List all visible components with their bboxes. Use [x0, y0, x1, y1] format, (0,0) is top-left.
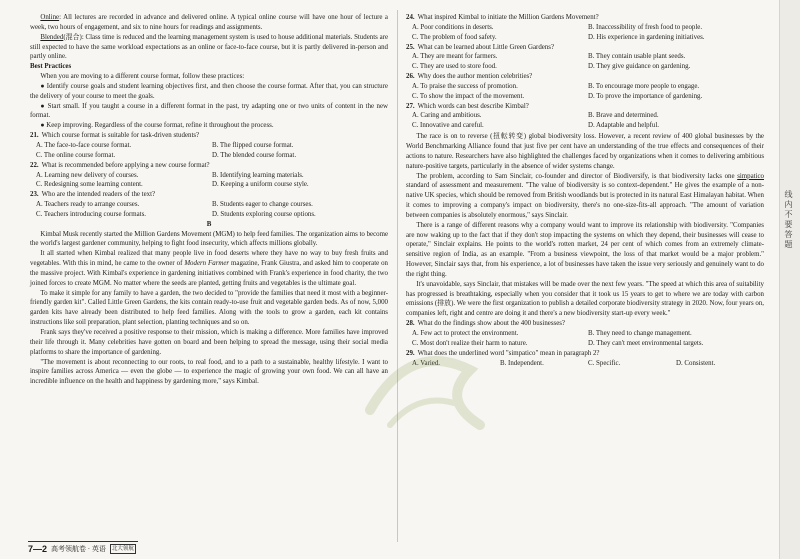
passage-b-paragraph-3: To make it simple for any family to have a garden, the two decided to "provide the families that need it most with a beginner-friendly garden kit". Called Little Green Gardens, the kits contain ready-to-use fruit and vegetable garden beds. As of now, 5,000 garden kits have already been distributed to help feed families. Along with the tools to grow a garden, each kit contains instructions like soil preparation, plant selection, planting techniques and so on.	[30, 289, 388, 327]
option-b[interactable]: B. They need to change management.	[588, 330, 692, 337]
question-stem: What does the underlined word "simpatico" mean in paragraph 2?	[417, 349, 600, 357]
option-c[interactable]: C. Specific.	[588, 359, 621, 367]
option-b[interactable]: B. Inaccessibility of fresh food to people.	[588, 23, 703, 31]
text-run: standard of assessment and measurement. "The value of biodiversity is so context-dependent." He gives the example of a non-native UK species, which should be removed from British woodlands but is protected in its natural East Himalayan habitat. When it comes to improving a company's impact on biodiversity, there's no one-size-fits-all approach. "The amount of variation between companies is absolutely enormous," says Sinclair.	[406, 182, 764, 219]
best-practice-bullet: ● Keep improving. Regardless of the course format, refine it throughout the process.	[40, 122, 274, 130]
option-d[interactable]: D. To prove the importance of gardening.	[588, 92, 703, 100]
question-22	[30, 161, 388, 191]
online-description: : All lectures are recorded in advance and delivered online. A typical online course will have one hour of lecture a week, two hours of engagement, and six to nine hours for readings and assignments.	[30, 14, 388, 31]
question-29	[406, 349, 764, 369]
section-b-heading: B	[206, 220, 212, 228]
text-run: The problem, according to Sam Sinclair, co-founder and director of Biodiversify, is that biodiversity lacks one	[416, 172, 738, 180]
question-21	[30, 131, 388, 161]
question-27	[406, 102, 764, 132]
question-stem: What inspired Kimbal to initiate the Million Gardens Movement?	[417, 14, 599, 21]
online-term: Online	[40, 14, 60, 21]
question-number: 24.	[406, 14, 415, 21]
option-a[interactable]: A. Learning new delivery of courses.	[36, 171, 139, 179]
question-number: 23.	[30, 191, 39, 199]
footer-badge: 北大领航	[111, 546, 134, 552]
passage-c-paragraph-3: There is a range of different reasons why a company would want to improve its relationship with biodiversity. "Companies are now waking up to the fact that if they don't stop impacting the systems on which they depend, their businesses will cease to operate," Sinclair explains. He points to the world's rotten market, 24 per cent of which comes from an extremely climate-sensitive region of India, as an example. "From a business viewpoint, the loss of that market would be a major problem." However, Sinclair says that, from his experience, a lot of businesses have taken the issue very seriously and genuinely want to do the right thing.	[406, 221, 764, 278]
question-stem: Which course format is suitable for task-driven students?	[41, 132, 200, 140]
question-stem: Which words can best describe Kimbal?	[417, 102, 529, 110]
question-26	[406, 72, 764, 102]
magazine-title: Modern Farmer	[184, 260, 230, 268]
question-stem: Why does the author mention celebrities?	[417, 73, 533, 81]
passage-c-paragraph-4: It's unavoidable, says Sinclair, that mistakes will be made over the next few years. "The speed at which this area of suitability has progressed is breathtaking, especially when you consider that it took us 15 years to get to where we are today with carbon emissions (排放). We were the first organization to publish a detailed corporate biodiversity strategy in 2020. Now, four years on, companies left, right and centre are doing it and there's a new biodiversity start-up every week."	[406, 280, 764, 318]
option-c[interactable]: C. Teachers introducing course formats.	[36, 210, 146, 218]
option-c[interactable]: C. The problem of food safety.	[412, 33, 497, 41]
question-number: 26.	[406, 73, 415, 81]
option-a[interactable]: A. Teachers ready to arrange courses.	[36, 201, 140, 209]
question-28	[406, 319, 764, 349]
option-d[interactable]: D. Consistent.	[676, 359, 716, 367]
best-practices-heading: Best Practices	[30, 63, 72, 71]
best-practices-intro: When you are moving to a different course format, follow these practices:	[40, 73, 245, 81]
option-d[interactable]: D. Adaptable and helpful.	[588, 122, 659, 130]
question-number: 28.	[406, 320, 415, 328]
option-b[interactable]: B. To encourage more people to engage.	[588, 82, 700, 90]
option-c[interactable]: C. The online course format.	[36, 151, 116, 159]
question-number: 29.	[406, 349, 415, 357]
option-a[interactable]: A. They are meant for farmers.	[412, 53, 498, 61]
passage-c-paragraph-1: The race is on to reverse (扭転转变) global biodiversity loss. However, a recent review of 400 global businesses by the World Benchmarking Alliance found that just five per cent have an understanding of the true effects and consequences of their actions to nature. Researchers have also highlighted the challenges faced by organizations when it comes to delivering ambitious nature-positive targets, particularly in the absence of wider systems change.	[406, 133, 764, 170]
page-number: 7—2	[28, 544, 48, 554]
passage-c-paragraph-2	[406, 172, 764, 221]
option-d[interactable]: D. His experience in gardening initiatives.	[588, 33, 705, 41]
option-c[interactable]: C. Most don't realize their harm to nature.	[412, 339, 528, 347]
blended-term: Blended	[40, 33, 64, 41]
text-run: It all started when Kimbal realized that many people live in food deserts where they have no way to buy fresh fruits and vegetables. With this in mind, he came to the owner of	[30, 250, 388, 268]
option-d[interactable]: D. Students exploring course options.	[212, 210, 316, 218]
option-d[interactable]: D. The blended course format.	[212, 151, 297, 159]
binding-margin-notice: 线 内 不 要 答 题	[784, 190, 793, 248]
question-24	[406, 13, 764, 43]
question-23	[30, 190, 388, 220]
option-c[interactable]: C. To show the impact of the movement.	[412, 92, 525, 100]
binding-margin	[779, 0, 800, 559]
option-a[interactable]: A. The face-to-face course format.	[36, 141, 132, 149]
option-b[interactable]: B. Brave and determined.	[588, 112, 659, 120]
question-25	[406, 43, 764, 73]
page-footer	[28, 543, 136, 555]
option-a[interactable]: A. Varied.	[412, 359, 441, 367]
column-divider	[397, 10, 398, 542]
option-b[interactable]: B. They contain usable plant seeds.	[588, 53, 686, 61]
question-number: 21.	[30, 132, 39, 140]
underlined-word: simpatico	[737, 172, 764, 180]
option-c[interactable]: C. They are used to store food.	[412, 63, 497, 71]
question-number: 22.	[30, 161, 39, 169]
footer-title: 高考领航卷 · 英语	[51, 545, 106, 553]
option-a[interactable]: A. Caring and ambitious.	[412, 112, 482, 120]
question-stem: Who are the intended readers of the text?	[41, 191, 156, 199]
question-stem: What do the findings show about the 400 businesses?	[417, 320, 565, 328]
option-d[interactable]: D. They give guidance on gardening.	[588, 63, 691, 71]
question-number: 25.	[406, 43, 415, 51]
option-d[interactable]: D. They can't meet environmental targets.	[588, 339, 704, 347]
option-c[interactable]: C. Redesigning some learning content.	[36, 181, 143, 189]
right-column	[406, 13, 764, 368]
passage-b-paragraph-5: "The movement is about reconnecting to our roots, to real food, and to a path to a sustainable, healthy lifestyle. I want to inspire families across America — even the globe — to experience the magic of growing your own food. We can all have an incredible influence on the health and happiness by gardening more," says Kimbal.	[30, 358, 388, 386]
option-a[interactable]: A. To praise the success of promotion.	[412, 82, 518, 90]
option-b[interactable]: B. Identifying learning materials.	[212, 171, 304, 179]
question-stem: What can be learned about Little Green Gardens?	[417, 43, 555, 51]
blended-chinese-gloss: (混合)	[63, 33, 82, 41]
option-a[interactable]: A. Few act to protect the environment.	[412, 330, 519, 337]
option-b[interactable]: B. Independent.	[500, 359, 544, 367]
question-stem: What is recommended before applying a new course format?	[41, 161, 210, 169]
question-number: 27.	[406, 102, 415, 110]
option-a[interactable]: A. Poor conditions in deserts.	[412, 23, 494, 31]
blended-description: : Class time is reduced and the learning management system is used to house additional materials. Students are still expected to have the same workload expectations as an online or face-to-face course, but it is partly delivered in-person and partly online.	[30, 33, 388, 61]
option-c[interactable]: C. Innovative and careful.	[412, 122, 484, 130]
footer-rule	[28, 541, 138, 542]
option-b[interactable]: B. Students eager to change courses.	[212, 201, 313, 209]
best-practice-bullet: ● Identify course goals and student learning objectives first, and then choose the course format. After that, you can structure the delivery of your course to meet the goals.	[30, 82, 388, 100]
option-d[interactable]: D. Keeping a uniform course style.	[212, 181, 309, 189]
best-practice-bullet: ● Start small. If you taught a course in a different format in the past, try adapting one or two units of content in the new format.	[30, 102, 388, 120]
left-column	[30, 13, 388, 387]
passage-b-paragraph-4: Frank says they've received a positive response to their mission, which is making a difference. More families have improved their life through it. Many celebrities have gotten on board and been helping to spread the message, using their social media platforms to share the importance of gardening.	[30, 329, 388, 356]
text-run: magazine, Frank Giustra, and asked him to cooperate on the massive project. With Kimbal's experience in gardening initiatives combined with Frank's experience in food charity, the two joined forces to create MGM. No matter where the seeds are planted, getting fruits and vegetables is the ultimate goal.	[30, 260, 388, 287]
blended-format-paragraph	[30, 33, 388, 63]
option-b[interactable]: B. The flipped course format.	[212, 141, 294, 149]
online-format-paragraph	[30, 13, 388, 33]
passage-b-paragraph-2	[30, 249, 388, 288]
passage-b-paragraph-1: Kimbal Musk recently started the Million Gardens Movement (MGM) to help feed families. The organization aims to become the world's largest gardener community, helping to fight food insecurity, which affects millions globally.	[30, 230, 388, 248]
